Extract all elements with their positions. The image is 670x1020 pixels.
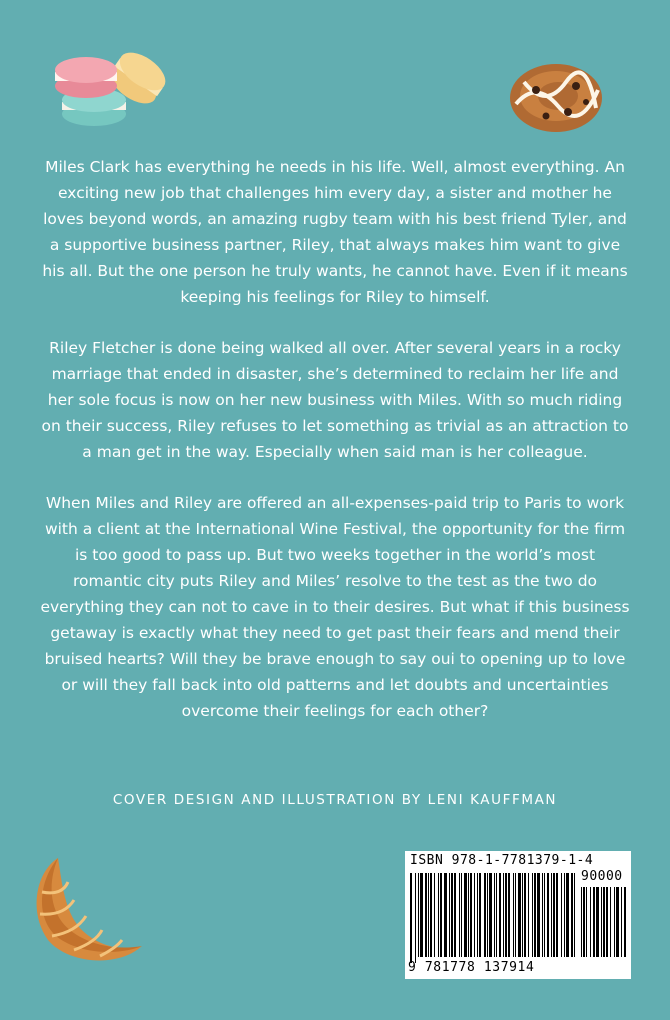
barcode-bar (556, 873, 558, 957)
barcode-addon-bar (616, 887, 619, 957)
barcode-bar (470, 873, 472, 957)
barcode-bar (430, 873, 432, 957)
barcode-bar (464, 873, 467, 957)
barcode-addon-bar (593, 887, 595, 957)
barcode-addon-bar (610, 887, 611, 957)
barcode-bar (434, 873, 435, 957)
barcode-bar (425, 873, 427, 957)
blurb-paragraph-2: Riley Fletcher is done being walked all over. After several years in a rocky marriage that ended in disaster, she’s determined to reclaim her life and her sole focus is now on her new business with Miles. With so much riding on their success, Riley refuses to let something as trivial as an attraction to a man get in the way. Especially when said man is her colleague. (41, 339, 629, 461)
barcode-addon-bar (581, 887, 582, 957)
barcode-bar (553, 873, 555, 957)
barcode-addon-bar (603, 887, 605, 957)
barcode-bar (564, 873, 565, 957)
barcode-bar (459, 873, 460, 957)
barcode-bar (524, 873, 526, 957)
barcode-bar (571, 873, 573, 957)
barcode-bar (496, 873, 497, 957)
barcode-bar (522, 873, 523, 957)
barcode-bar (508, 873, 510, 957)
isbn-barcode (405, 851, 631, 979)
barcode-bar (444, 873, 447, 957)
barcode-bar (566, 873, 569, 957)
barcode-addon-bar (614, 887, 615, 957)
barcode-bar (489, 873, 492, 957)
barcode-bar (477, 873, 478, 957)
barcode-bar (484, 873, 486, 957)
barcode-bar (499, 873, 501, 957)
barcode-addon-bar (624, 887, 626, 957)
price-code: 90000 (581, 869, 623, 884)
barcode-bar (532, 873, 533, 957)
barcode-addon-bar (606, 887, 608, 957)
barcode-addon-bar (601, 887, 602, 957)
barcode-bar (410, 873, 412, 963)
barcode-bar (518, 873, 521, 957)
barcode-bar (449, 873, 450, 957)
barcode-addon-bar (583, 887, 585, 957)
barcode-bar (528, 873, 529, 957)
barcode-addon-bar (590, 887, 591, 957)
barcode-addon-bar (596, 887, 599, 957)
isbn-number: ISBN 978-1-7781379-1-4 (410, 853, 594, 868)
barcode-bar (418, 873, 419, 957)
barcode-bar (461, 873, 462, 957)
barcode-bar (551, 873, 552, 957)
barcode-bar (451, 873, 453, 957)
barcode-bar (561, 873, 562, 957)
barcode-addon-bar (621, 887, 622, 957)
barcode-bar (454, 873, 456, 957)
back-cover-blurb (40, 154, 630, 749)
blurb-paragraph-1: Miles Clark has everything he needs in his life. Well, almost everything. An exciting new job that challenges him every day, a sister and mother he loves beyond words, an amazing rugby team with his best friend Tyler, and a supportive business partner, Riley, that always makes him want to give his all. But the one person he truly wants, he cannot have. Even if it means keeping his feelings for Riley to himself. (42, 158, 628, 306)
cover-credit: COVER DESIGN AND ILLUSTRATION BY LENI KAUFFMAN (112, 792, 558, 808)
barcode-bar (542, 873, 543, 957)
blurb-paragraph-3: When Miles and Riley are offered an all-expenses-paid trip to Paris to work with a client at the International Wine Festival, the opportunity for the firm is too good to pass up. But two weeks together in the world’s most romantic city puts Riley and Miles’ resolve to the test as the two do everything they can not to cave in to their desires. But what if this business getaway is exactly what they need to get past their fears and mend their bruised hearts? Will they be brave enough to say oui to opening up to love or will they fall back into old patterns and let doubts and uncertainties overcome their feelings for each other? (40, 494, 630, 720)
barcode-bar (420, 873, 423, 957)
barcode-bar (574, 873, 575, 957)
barcode-addon-bar (586, 887, 587, 957)
barcode-bar (494, 873, 495, 957)
barcode-bar (468, 873, 469, 957)
barcode-bar (513, 873, 514, 957)
barcode-bar (487, 873, 488, 957)
croissant-illustration (28, 852, 150, 968)
barcode-bar (537, 873, 540, 957)
barcode-bar (505, 873, 507, 957)
barcode-bar (428, 873, 429, 957)
barcode-bar (479, 873, 481, 957)
barcode-bar (474, 873, 475, 957)
barcode-bar (438, 873, 439, 957)
barcode-bar (544, 873, 545, 957)
ean-number: 9 781778 137914 (408, 960, 535, 975)
barcode-bar (415, 873, 416, 963)
barcode-bar (515, 873, 516, 957)
barcode-bar (534, 873, 536, 957)
barcode-bar (503, 873, 504, 957)
cinnamon-roll-illustration (506, 60, 606, 136)
macarons-illustration (50, 42, 172, 130)
barcode-bar (440, 873, 442, 957)
barcode-bar (547, 873, 549, 957)
